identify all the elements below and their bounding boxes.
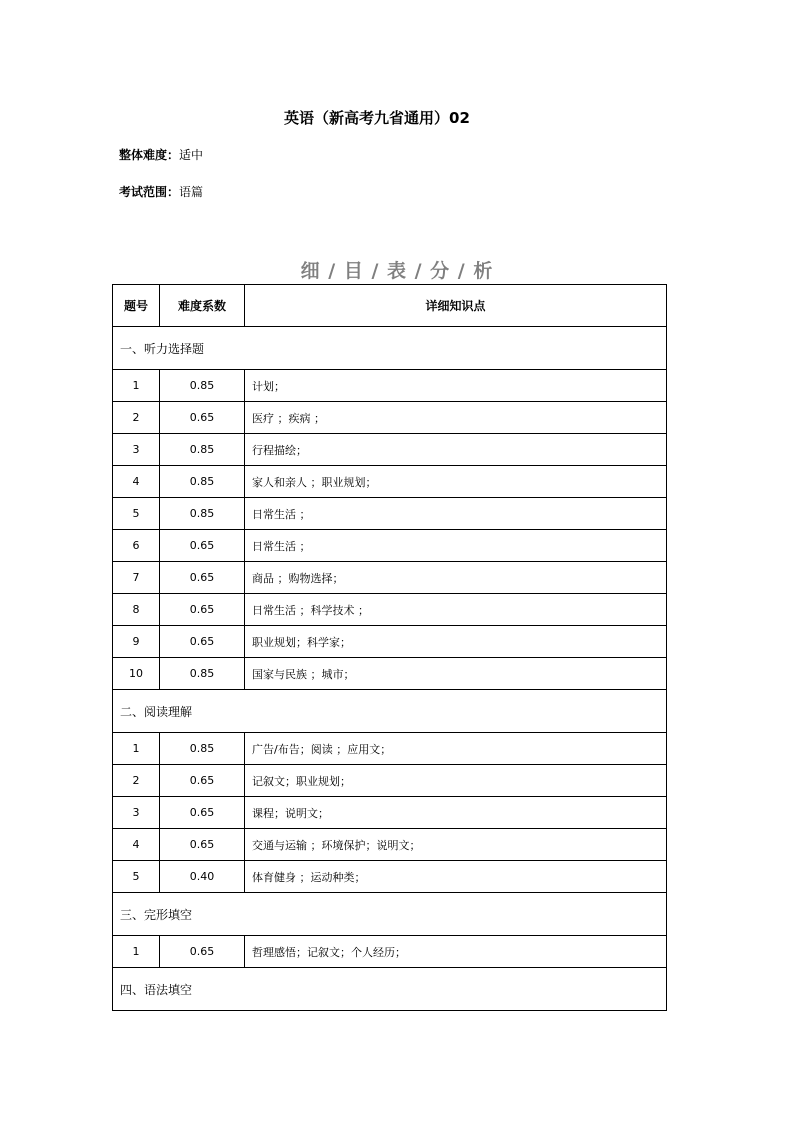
table-row — [113, 530, 667, 562]
knowledge-points: 记叙文；职业规划； — [245, 765, 667, 797]
section-title: 一、听力选择题 — [113, 327, 667, 370]
difficulty-coefficient: 0.85 — [160, 370, 245, 402]
section-row — [113, 893, 667, 936]
section-title: 三、完形填空 — [113, 893, 667, 936]
table-row — [113, 594, 667, 626]
difficulty-coefficient: 0.85 — [160, 466, 245, 498]
section-row — [113, 968, 667, 1011]
knowledge-points: 交通与运输 ；环境保护；说明文； — [245, 829, 667, 861]
section-title: 二、阅读理解 — [113, 690, 667, 733]
question-number: 1 — [113, 936, 160, 968]
knowledge-points: 课程；说明文； — [245, 797, 667, 829]
difficulty-line — [119, 146, 203, 163]
table-row — [113, 861, 667, 893]
table-row — [113, 370, 667, 402]
knowledge-points: 日常生活 ；科学技术 ； — [245, 594, 667, 626]
table-row — [113, 797, 667, 829]
knowledge-points: 行程描绘； — [245, 434, 667, 466]
difficulty-value: 适中 — [179, 148, 204, 162]
knowledge-points: 日常生活 ； — [245, 498, 667, 530]
difficulty-coefficient: 0.85 — [160, 658, 245, 690]
question-number: 3 — [113, 797, 160, 829]
question-number: 8 — [113, 594, 160, 626]
knowledge-points: 体育健身 ；运动种类； — [245, 861, 667, 893]
scope-value: 语篇 — [179, 185, 204, 199]
difficulty-coefficient: 0.65 — [160, 402, 245, 434]
difficulty-coefficient: 0.85 — [160, 498, 245, 530]
question-number: 4 — [113, 829, 160, 861]
knowledge-points: 职业规划；科学家； — [245, 626, 667, 658]
header-row — [113, 285, 667, 327]
table-row — [113, 829, 667, 861]
analysis-table — [112, 284, 667, 1011]
difficulty-label: 整体难度： — [119, 148, 180, 162]
question-number: 2 — [113, 765, 160, 797]
knowledge-points: 医疗 ；疾病 ； — [245, 402, 667, 434]
table-row — [113, 936, 667, 968]
question-number: 9 — [113, 626, 160, 658]
question-number: 3 — [113, 434, 160, 466]
difficulty-coefficient: 0.85 — [160, 434, 245, 466]
difficulty-coefficient: 0.65 — [160, 562, 245, 594]
table-row — [113, 658, 667, 690]
question-number: 4 — [113, 466, 160, 498]
difficulty-coefficient: 0.40 — [160, 861, 245, 893]
knowledge-points: 商品 ；购物选择； — [245, 562, 667, 594]
table-row — [113, 626, 667, 658]
question-number: 5 — [113, 498, 160, 530]
table-row — [113, 765, 667, 797]
question-number: 5 — [113, 861, 160, 893]
difficulty-coefficient: 0.85 — [160, 733, 245, 765]
question-number: 10 — [113, 658, 160, 690]
table-row — [113, 733, 667, 765]
scope-label: 考试范围： — [119, 185, 180, 199]
difficulty-coefficient: 0.65 — [160, 797, 245, 829]
table-row — [113, 466, 667, 498]
table-title: 细 / 目 / 表 / 分 / 析 — [300, 260, 494, 282]
knowledge-points: 计划； — [245, 370, 667, 402]
difficulty-coefficient: 0.65 — [160, 936, 245, 968]
table-row — [113, 434, 667, 466]
table-row — [113, 402, 667, 434]
knowledge-points: 哲理感悟；记叙文；个人经历； — [245, 936, 667, 968]
question-number: 2 — [113, 402, 160, 434]
difficulty-coefficient: 0.65 — [160, 829, 245, 861]
knowledge-points: 日常生活 ； — [245, 530, 667, 562]
section-row — [113, 327, 667, 370]
header-question-no: 题号 — [113, 285, 160, 327]
scope-line — [119, 183, 203, 200]
question-number: 7 — [113, 562, 160, 594]
knowledge-points: 国家与民族 ；城市； — [245, 658, 667, 690]
difficulty-coefficient: 0.65 — [160, 594, 245, 626]
table-row — [113, 498, 667, 530]
section-row — [113, 690, 667, 733]
difficulty-coefficient: 0.65 — [160, 765, 245, 797]
knowledge-points: 家人和亲人 ；职业规划； — [245, 466, 667, 498]
knowledge-points: 广告/布告；阅读 ；应用文； — [245, 733, 667, 765]
difficulty-coefficient: 0.65 — [160, 626, 245, 658]
section-title: 四、语法填空 — [113, 968, 667, 1011]
document-title: 英语（新高考九省通用）02 — [284, 109, 470, 127]
question-number: 1 — [113, 370, 160, 402]
header-knowledge-points: 详细知识点 — [245, 285, 667, 327]
question-number: 1 — [113, 733, 160, 765]
table-row — [113, 562, 667, 594]
header-difficulty: 难度系数 — [160, 285, 245, 327]
difficulty-coefficient: 0.65 — [160, 530, 245, 562]
question-number: 6 — [113, 530, 160, 562]
